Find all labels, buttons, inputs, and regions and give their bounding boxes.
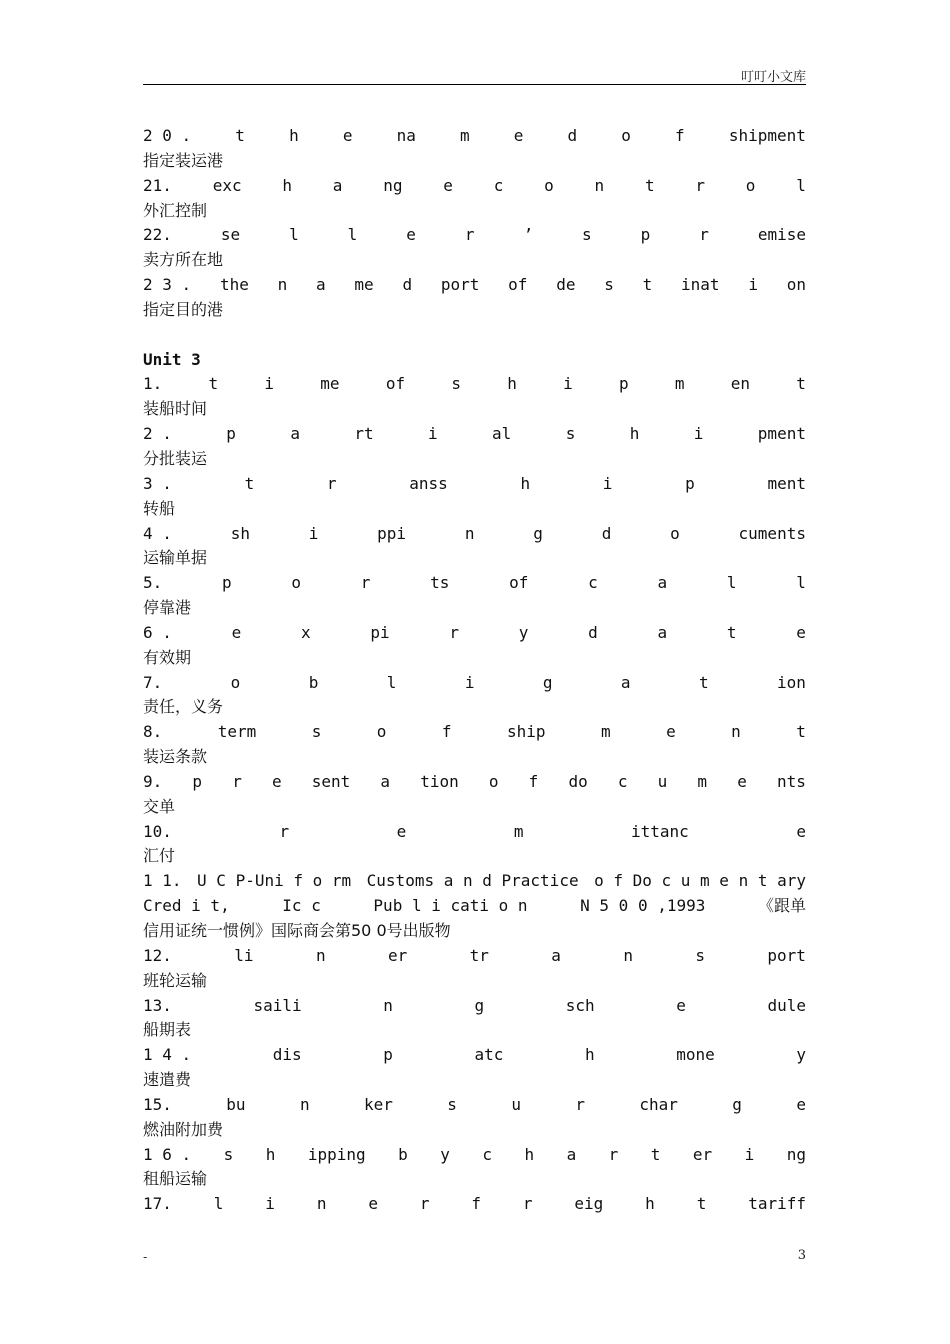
term-fragment: me (320, 374, 340, 394)
term-fragment: l (726, 573, 737, 593)
term-fragment: n (464, 523, 475, 543)
term-fragment: s (451, 374, 461, 394)
term-fragment: p (619, 374, 629, 394)
term-fragment: of (385, 374, 406, 394)
term-fragment: e (368, 1194, 378, 1214)
term-fragment: sent (311, 771, 351, 791)
term-chinese-line: 船期表 (143, 1020, 192, 1040)
term-chinese-line: 转船 (143, 498, 176, 518)
term-fragment: li (234, 945, 254, 965)
term-fragment: Ic c (282, 896, 321, 916)
term-chinese-line: 班轮运输 (143, 970, 208, 990)
term-fragment: c (617, 771, 628, 791)
term-fragment: e (796, 821, 806, 841)
term-english-line (143, 944, 806, 969)
term-fragment: y (440, 1144, 450, 1164)
term-fragment: l (796, 573, 806, 593)
term-fragment: sch (565, 995, 595, 1015)
term-fragment: n (383, 995, 393, 1015)
term-fragment: p (640, 225, 651, 245)
term-fragment: ittanc (631, 821, 689, 841)
term-chinese-line: 燃油附加费 (143, 1119, 224, 1139)
term-chinese-line: 装船时间 (143, 399, 208, 419)
term-fragment: anss (409, 473, 448, 493)
term-fragment: emise (757, 225, 806, 245)
term-fragment: p (383, 1045, 393, 1065)
term-fragment: s (582, 225, 592, 245)
term-fragment: 9. (143, 771, 163, 791)
term-english-line (143, 1043, 806, 1068)
term-fragment: o f Do c u m e n t ary (594, 871, 806, 891)
term-fragment: a (657, 622, 668, 642)
term-fragment: a (332, 175, 343, 195)
term-fragment: r (522, 1194, 533, 1214)
term-fragment: dis (272, 1045, 302, 1065)
term-fragment: g (732, 1094, 742, 1114)
term-fragment: r (419, 1194, 430, 1214)
term-fragment: d (601, 523, 612, 543)
term-fragment: a (566, 1144, 577, 1164)
term-fragment: h (282, 175, 293, 195)
term-fragment: i (428, 424, 438, 444)
term-fragment: f (528, 771, 539, 791)
term-fragment: h (520, 473, 531, 493)
term-fragment: u (657, 771, 668, 791)
term-english-line (143, 671, 806, 696)
term-fragment: ion (777, 672, 806, 692)
term-fragment: e (676, 995, 686, 1015)
term-fragment: t (696, 1194, 707, 1214)
term-fragment: e (406, 225, 416, 245)
footer-mark: - (143, 1250, 148, 1264)
term-fragment: er (692, 1144, 713, 1164)
term-english-line (143, 1093, 806, 1118)
term-fragment: 8. (143, 722, 163, 742)
term-fragment: t (698, 672, 709, 692)
term-english-line (143, 472, 806, 497)
term-fragment: d (402, 275, 413, 295)
term-chinese-line: 汇付 (143, 846, 176, 866)
term-english-line (143, 223, 806, 248)
term-english-line (143, 124, 806, 149)
term-fragment: d (567, 126, 578, 145)
term-fragment: r (608, 1144, 619, 1164)
term-fragment: t (244, 473, 255, 493)
term-fragment: c (482, 1144, 492, 1164)
term-fragment: nts (776, 771, 806, 791)
blank-line (143, 323, 806, 348)
term-fragment: r (695, 175, 706, 195)
term-fragment: i (602, 473, 613, 493)
term-fragment: r (449, 622, 460, 642)
term-fragment: x (301, 622, 311, 642)
term-fragment: Pub l i cati o n (373, 896, 528, 916)
term-fragment: ng (383, 175, 403, 195)
term-fragment: o (670, 523, 680, 543)
term-fragment: t (642, 275, 653, 295)
term-fragment: r (326, 473, 337, 493)
term-fragment: e (231, 622, 242, 642)
term-fragment: b (308, 672, 319, 692)
term-fragment: 21. (143, 175, 172, 195)
term-english-line (143, 571, 806, 596)
term-fragment: n (731, 722, 741, 742)
term-english-line (143, 273, 806, 298)
term-fragment: 7. (143, 672, 163, 692)
term-fragment: s (223, 1144, 234, 1164)
term-chinese-line: 外汇控制 (143, 200, 208, 220)
term-fragment: 2 3 . (143, 275, 192, 295)
term-fragment: of (509, 573, 529, 593)
term-chinese-line: 运输单据 (143, 548, 208, 568)
term-english-line (143, 720, 806, 745)
term-chinese-line: 责任，义务 (143, 697, 224, 717)
term-fragment: 22. (143, 225, 172, 245)
term-fragment: n (277, 275, 288, 295)
term-fragment: 1 6 . (143, 1144, 192, 1164)
term-chinese-line: 交单 (143, 796, 176, 816)
term-fragment: i (563, 374, 573, 394)
term-fragment: 15. (143, 1094, 172, 1114)
term-chinese-line: 速遣费 (143, 1070, 192, 1090)
term-fragment: U C P-Uni f o rm (197, 871, 352, 891)
term-fragment: r (360, 573, 371, 593)
term-fragment: 《跟单 (757, 896, 806, 916)
term-fragment: dule (767, 995, 806, 1015)
term-fragment: s (311, 722, 322, 742)
term-fragment: h (585, 1045, 595, 1065)
term-chinese-line: 指定装运港 (143, 150, 224, 170)
term-fragment: h (289, 126, 299, 145)
term-fragment: al (492, 424, 512, 444)
term-fragment: 1 4 . (143, 1045, 192, 1065)
term-fragment: 10. (143, 821, 172, 841)
term-english-line (143, 621, 806, 646)
unit-heading: Unit 3 (143, 349, 201, 369)
term-fragment: o (291, 573, 302, 593)
term-chinese-line: 停靠港 (143, 598, 192, 618)
term-fragment: ’ (523, 225, 534, 245)
term-fragment: sh (230, 523, 250, 543)
term-fragment: i (744, 1144, 755, 1164)
term-fragment: en (730, 374, 751, 394)
term-fragment: r (575, 1094, 585, 1114)
term-fragment: eig (574, 1194, 604, 1214)
term-chinese-line: 有效期 (143, 647, 192, 667)
term-fragment: l (289, 225, 299, 245)
term-fragment: o (230, 672, 241, 692)
term-fragment: e (737, 771, 747, 791)
term-fragment: pment (757, 424, 806, 444)
term-fragment: r (279, 821, 290, 841)
term-fragment: f (675, 126, 685, 145)
page-number: 3 (797, 1248, 806, 1263)
term-fragment: shipment (728, 126, 806, 145)
term-fragment: n (299, 1094, 310, 1114)
term-fragment: t (650, 1144, 661, 1164)
term-fragment: p (222, 573, 232, 593)
term-fragment: char (639, 1094, 678, 1114)
term-fragment: y (796, 1045, 806, 1065)
term-chinese-line: 卖方所在地 (143, 250, 224, 270)
term-fragment: 4 . (143, 523, 172, 543)
term-fragment: t (726, 622, 737, 642)
term-fragment: ment (767, 473, 806, 493)
term-fragment: tariff (748, 1194, 806, 1214)
term-fragment: 13. (143, 995, 172, 1015)
term-fragment: t (644, 175, 655, 195)
term-english-line (143, 522, 806, 547)
term-fragment: ppi (377, 523, 407, 543)
term-fragment: t (208, 374, 219, 394)
term-fragment: mone (676, 1045, 715, 1065)
term-fragment: 1. (143, 374, 163, 394)
term-fragment: g (542, 672, 553, 692)
term-fragment: t (796, 722, 806, 742)
term-fragment: f (441, 722, 452, 742)
term-fragment: tr (469, 945, 489, 965)
term-fragment: r (232, 771, 242, 791)
term-fragment: n (623, 945, 633, 965)
term-fragment: on (786, 275, 806, 295)
term-fragment: bu (226, 1094, 246, 1114)
term-fragment: p (192, 771, 203, 791)
term-fragment: t (796, 374, 806, 394)
term-fragment: e (796, 622, 806, 642)
term-fragment: d (588, 622, 598, 642)
term-fragment: term (217, 722, 257, 742)
term-fragment: s (565, 424, 576, 444)
term-fragment: p (685, 473, 695, 493)
term-fragment: e (271, 771, 282, 791)
term-fragment: na (396, 126, 416, 145)
term-fragment: o (488, 771, 499, 791)
term-fragment: a (657, 573, 668, 593)
term-fragment: b (398, 1144, 408, 1164)
term-fragment: f (471, 1194, 481, 1214)
term-fragment: n (594, 175, 605, 195)
term-fragment: l (796, 175, 806, 195)
term-fragment: i (464, 672, 475, 692)
term-fragment: 1 1. (143, 871, 182, 891)
term-fragment: pi (370, 622, 390, 642)
term-fragment: inat (681, 275, 720, 295)
term-chinese-line: 指定目的港 (143, 299, 224, 319)
term-english-line (143, 1143, 806, 1168)
term-fragment: c (493, 175, 504, 195)
term-fragment: y (518, 622, 529, 642)
term-english-line (143, 894, 806, 919)
term-fragment: m (600, 722, 611, 742)
term-fragment: e (796, 1094, 806, 1114)
term-fragment: e (443, 175, 453, 195)
term-fragment: exc (212, 175, 242, 195)
term-fragment: n (316, 1194, 327, 1214)
term-fragment: i (264, 374, 275, 394)
term-fragment: the (219, 275, 249, 295)
term-english-line (143, 1192, 806, 1217)
term-fragment: m (513, 821, 524, 841)
term-fragment: p (226, 424, 236, 444)
term-fragment: 5. (143, 573, 163, 593)
term-fragment: m (459, 126, 470, 145)
term-fragment: h (629, 424, 640, 444)
term-chinese-line: 装运条款 (143, 747, 208, 767)
term-fragment: rt (354, 424, 374, 444)
term-fragment: cuments (738, 523, 806, 543)
term-fragment: ng (786, 1144, 806, 1164)
term-fragment: ship (506, 722, 546, 742)
term-fragment: of (508, 275, 528, 295)
term-fragment: o (376, 722, 387, 742)
term-fragment: r (464, 225, 475, 245)
term-fragment: s (604, 275, 614, 295)
term-fragment: s (695, 945, 705, 965)
term-fragment: h (507, 374, 517, 394)
term-fragment: o (621, 126, 631, 145)
term-fragment: ker (363, 1094, 393, 1114)
term-english-line (143, 770, 806, 795)
term-fragment: ts (430, 573, 450, 593)
term-fragment: Cred i t, (143, 896, 230, 916)
term-fragment: g (533, 523, 543, 543)
document-body (143, 124, 806, 1217)
term-fragment: g (474, 995, 485, 1015)
term-fragment: h (524, 1144, 535, 1164)
term-fragment: l (347, 225, 358, 245)
term-chinese-line: 信用证统一惯例》国际商会第50 0号出版物 (143, 921, 451, 940)
term-fragment: tion (420, 771, 459, 791)
term-fragment: e (513, 126, 524, 145)
term-fragment: 17. (143, 1194, 172, 1214)
header-rule (143, 84, 806, 85)
term-english-line (143, 422, 806, 447)
term-fragment: h (265, 1144, 276, 1164)
term-fragment: o (544, 175, 554, 195)
term-chinese-line: 租船运输 (143, 1169, 208, 1189)
term-fragment: atc (474, 1045, 504, 1065)
term-english-line (143, 820, 806, 845)
term-fragment: n (315, 945, 326, 965)
term-fragment: i (693, 424, 704, 444)
term-fragment: saili (253, 995, 302, 1015)
term-fragment: i (308, 523, 319, 543)
term-fragment: t (235, 126, 245, 145)
term-fragment: Customs a n d Practice (366, 871, 579, 891)
term-fragment: port (440, 275, 480, 295)
term-fragment: do (568, 771, 588, 791)
term-fragment: m (697, 771, 708, 791)
term-fragment: s (447, 1094, 457, 1114)
term-english-line (143, 869, 806, 894)
term-fragment: port (767, 945, 806, 965)
term-fragment: 3 . (143, 473, 172, 493)
term-fragment: o (745, 175, 756, 195)
term-fragment: a (620, 672, 631, 692)
term-fragment: u (511, 1094, 521, 1114)
term-fragment: l (386, 672, 397, 692)
term-fragment: e (396, 821, 407, 841)
term-fragment: r (699, 225, 709, 245)
term-fragment: a (380, 771, 391, 791)
term-fragment: me (354, 275, 374, 295)
term-english-line (143, 372, 806, 397)
term-fragment: e (342, 126, 353, 145)
term-fragment: c (588, 573, 598, 593)
term-fragment: se (220, 225, 241, 245)
term-fragment: a (290, 424, 300, 444)
term-chinese-line: 分批装运 (143, 448, 208, 468)
term-fragment: m (674, 374, 685, 394)
term-fragment: i (748, 275, 758, 295)
term-fragment: er (387, 945, 408, 965)
term-fragment: 6 . (143, 622, 172, 642)
term-fragment: ipping (307, 1144, 366, 1164)
term-fragment: e (666, 722, 676, 742)
term-fragment: N 5 0 0 ,1993 (580, 896, 706, 916)
term-fragment: a (551, 945, 561, 965)
term-fragment: a (316, 275, 326, 295)
term-fragment: de (556, 275, 576, 295)
term-fragment: 2 . (143, 424, 172, 444)
term-english-line (143, 174, 806, 199)
term-fragment: h (645, 1194, 655, 1214)
term-fragment: 12. (143, 945, 172, 965)
header-title: 叮叮小文库 (740, 70, 806, 85)
term-fragment: 2 0 . (143, 126, 192, 145)
term-english-line (143, 994, 806, 1019)
term-fragment: l (213, 1194, 224, 1214)
term-fragment: i (265, 1194, 275, 1214)
